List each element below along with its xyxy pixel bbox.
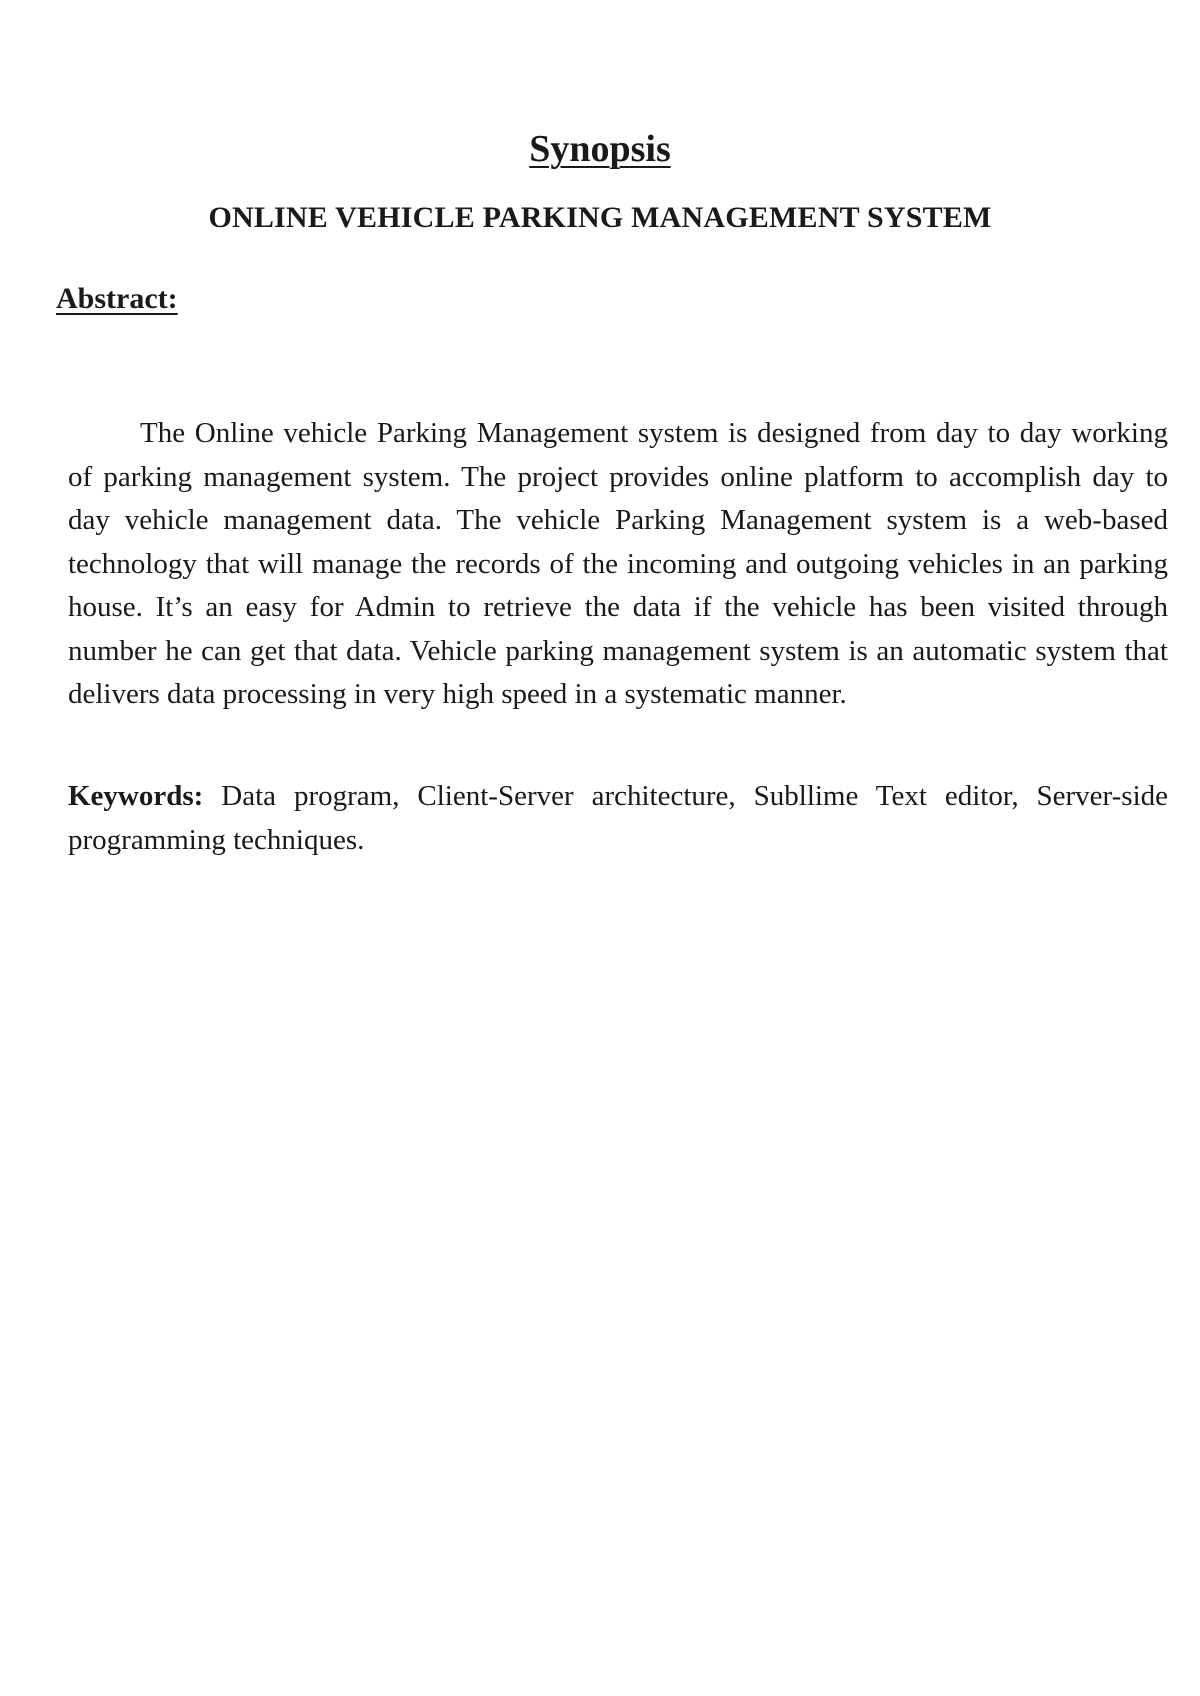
keywords-text: Data program, Client-Server architecture, Subllime Text editor, Server-side programming techniques. xyxy=(68,780,1169,856)
abstract-paragraph: The Online vehicle Parking Management system is designed from day to day working of parking management system. The project provides online platform to accomplish day to day vehicle management data. The vehicle Parking Management system is a web-based technology that will manage the records of the incoming and outgoing vehicles in an parking house. It’s an easy for Admin to retrieve the data if the vehicle has been visited through number he can get that data. Vehicle parking management system is an automatic system that delivers data processing in very high speed in a systematic manner. xyxy=(68,417,1168,710)
page-title-text: Synopsis xyxy=(529,128,671,170)
abstract-heading: Abstract: xyxy=(56,282,178,315)
page-title xyxy=(0,126,1200,172)
keywords-paragraph xyxy=(68,775,1168,862)
project-title: ONLINE VEHICLE PARKING MANAGEMENT SYSTEM xyxy=(208,201,992,234)
keywords-label: Keywords: xyxy=(68,780,204,812)
